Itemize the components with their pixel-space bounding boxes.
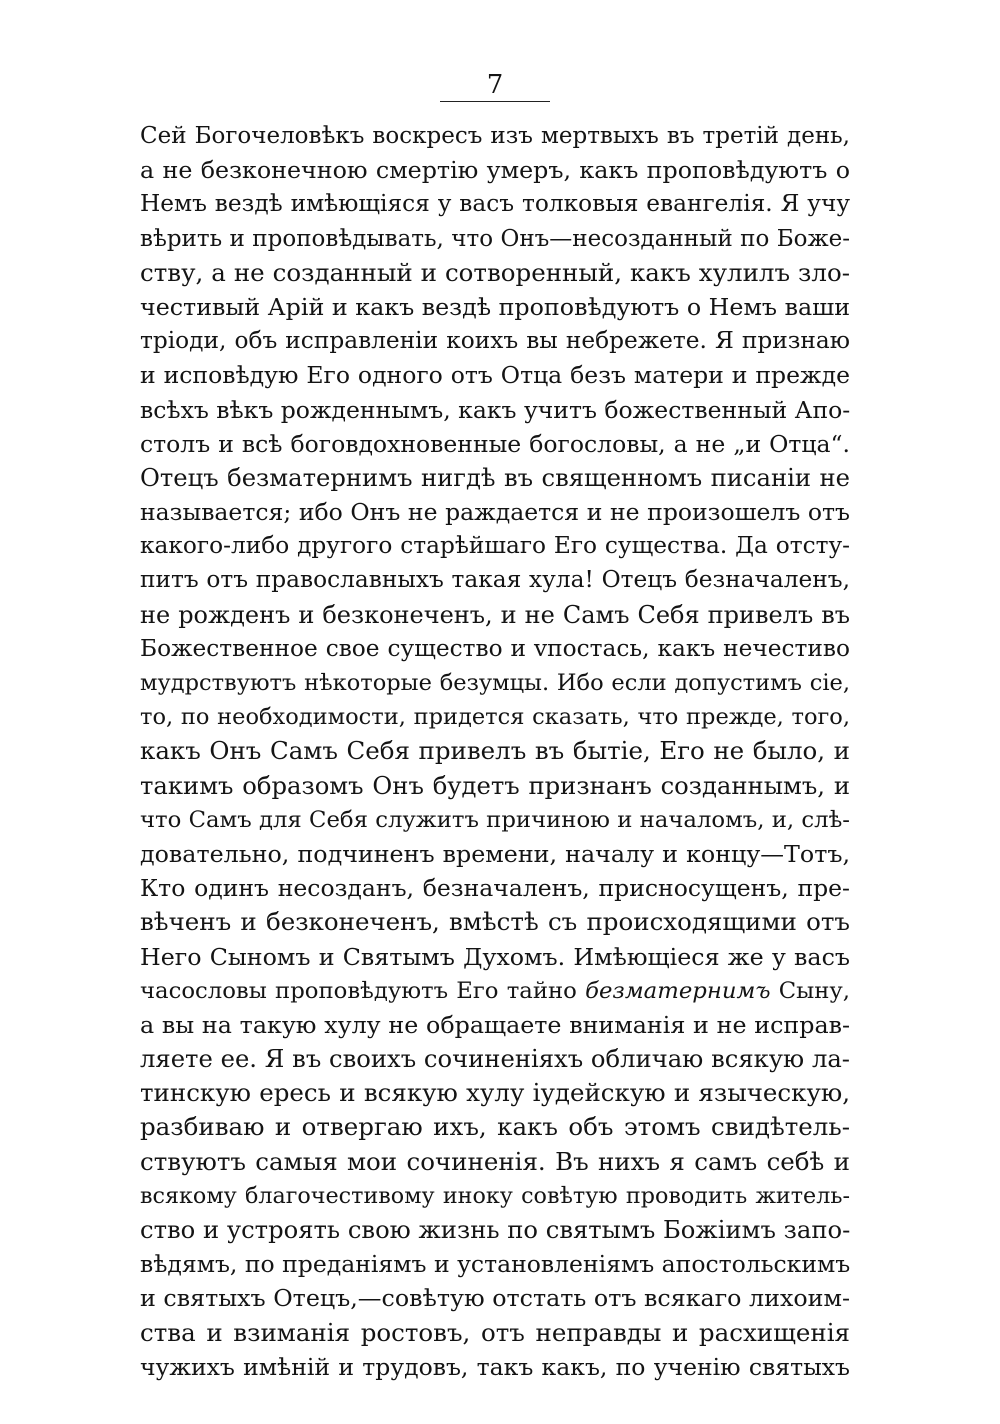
text-line: Сей Богочеловѣкъ воскресъ изъ мертвыхъ въ третій день, bbox=[140, 123, 850, 149]
text-line: тинскую ересь и всякую хулу іудейскую и языческую, bbox=[140, 1078, 850, 1108]
text-line: вѣрить и проповѣдывать, что Онъ—несозданный по Боже- bbox=[140, 225, 850, 252]
text-line: ству, а не созданный и сотворенный, какъ хулилъ зло- bbox=[140, 257, 850, 287]
text-line-part: Сыну, bbox=[770, 977, 850, 1004]
text-line: всѣхъ вѣкъ рожденнымъ, какъ учитъ божественный Апо- bbox=[140, 395, 851, 424]
page-number: 7 bbox=[486, 70, 504, 100]
text-line: ствуютъ самыя мои сочиненія. Въ нихъ я самъ себѣ и bbox=[140, 1146, 850, 1176]
text-line: такимъ образомъ Онъ будетъ признанъ созданнымъ, и bbox=[140, 770, 850, 800]
text-line: какого-либо другого старѣйшаго Его существа. Да отсту- bbox=[140, 532, 850, 560]
text-line: питъ отъ православныхъ такая хула! Отецъ безначаленъ, bbox=[140, 566, 850, 594]
text-line: что Самъ для Себя служитъ причиною и началомъ, и, слѣ- bbox=[140, 806, 850, 833]
text-line: и святыхъ Отецъ,—совѣтую отстать отъ всякаго лихоим- bbox=[140, 1284, 850, 1313]
text-line: довательно, подчиненъ времени, началу и концу—Тотъ, bbox=[140, 839, 850, 868]
italic-word: безматернимъ bbox=[585, 977, 771, 1004]
text-line-part: часословы проповѣдуютъ Его тайно bbox=[140, 977, 586, 1004]
text-line: ства и взиманія ростовъ, отъ неправды и расхищенія bbox=[140, 1317, 850, 1347]
text-line: какъ Онъ Самъ Себя привелъ въ бытіе, Его не было, и bbox=[140, 736, 850, 766]
text-line-with-italic bbox=[140, 974, 850, 1008]
text-line: вѣченъ и безконеченъ, вмѣстѣ съ происходящими отъ bbox=[140, 907, 850, 937]
text-line: а не безконечною смертію умеръ, какъ проповѣдуютъ о bbox=[140, 156, 850, 185]
text-line: тріоди, объ исправленіи коихъ вы небрежете. Я признаю bbox=[140, 327, 850, 355]
text-line: ство и устроять свою жизнь по святымъ Божіимъ запо- bbox=[140, 1215, 851, 1244]
text-line: а вы на такую хулу не обращаете вниманія и не исправ- bbox=[140, 1010, 850, 1039]
text-line: разбиваю и отвергаю ихъ, какъ объ этомъ свидѣтель- bbox=[140, 1112, 850, 1142]
text-line: ляете ее. Я въ своихъ сочиненіяхъ обличаю всякую ла- bbox=[140, 1044, 850, 1074]
text-line: Божественное свое существо и vпостась, какъ нечестиво bbox=[140, 634, 850, 662]
text-line: называется; ибо Онъ не раждается и не произошелъ отъ bbox=[140, 498, 850, 527]
text-line: всякому благочестивому иноку совѣтую проводить житель- bbox=[140, 1182, 850, 1209]
text-line: то, по необходимости, придется сказать, что прежде, того, bbox=[140, 704, 850, 731]
text-line: Отецъ безматернимъ нигдѣ въ священномъ писаніи не bbox=[140, 462, 850, 492]
text-line: чужихъ имѣній и трудовъ, такъ какъ, по ученію святыхъ bbox=[140, 1352, 850, 1381]
body-text bbox=[140, 119, 850, 1384]
text-line: не рожденъ и безконеченъ, и не Самъ Себя привелъ въ bbox=[140, 600, 850, 629]
page-number-rule bbox=[440, 101, 550, 102]
text-line: мудрствуютъ нѣкоторые безумцы. Ибо если допустимъ сіе, bbox=[140, 670, 850, 696]
text-line: и исповѣдую Его одного отъ Отца безъ матери и прежде bbox=[140, 361, 850, 390]
text-line: Немъ вездѣ имѣющіяся у васъ толковыя евангелія. Я учу bbox=[140, 190, 850, 218]
text-line: Кто одинъ несозданъ, безначаленъ, присносущенъ, пре- bbox=[140, 874, 850, 903]
text-line: честивый Арій и какъ вездѣ проповѣдуютъ о Немъ ваши bbox=[140, 292, 851, 321]
text-line: Него Сыномъ и Святымъ Духомъ. Имѣющіеся же у васъ bbox=[140, 942, 850, 971]
text-line: столъ и всѣ боговдохновенные богословы, а не „и Отца“. bbox=[140, 429, 850, 458]
text-line: вѣдямъ, по преданіямъ и установленіямъ апостольскимъ bbox=[140, 1250, 851, 1279]
